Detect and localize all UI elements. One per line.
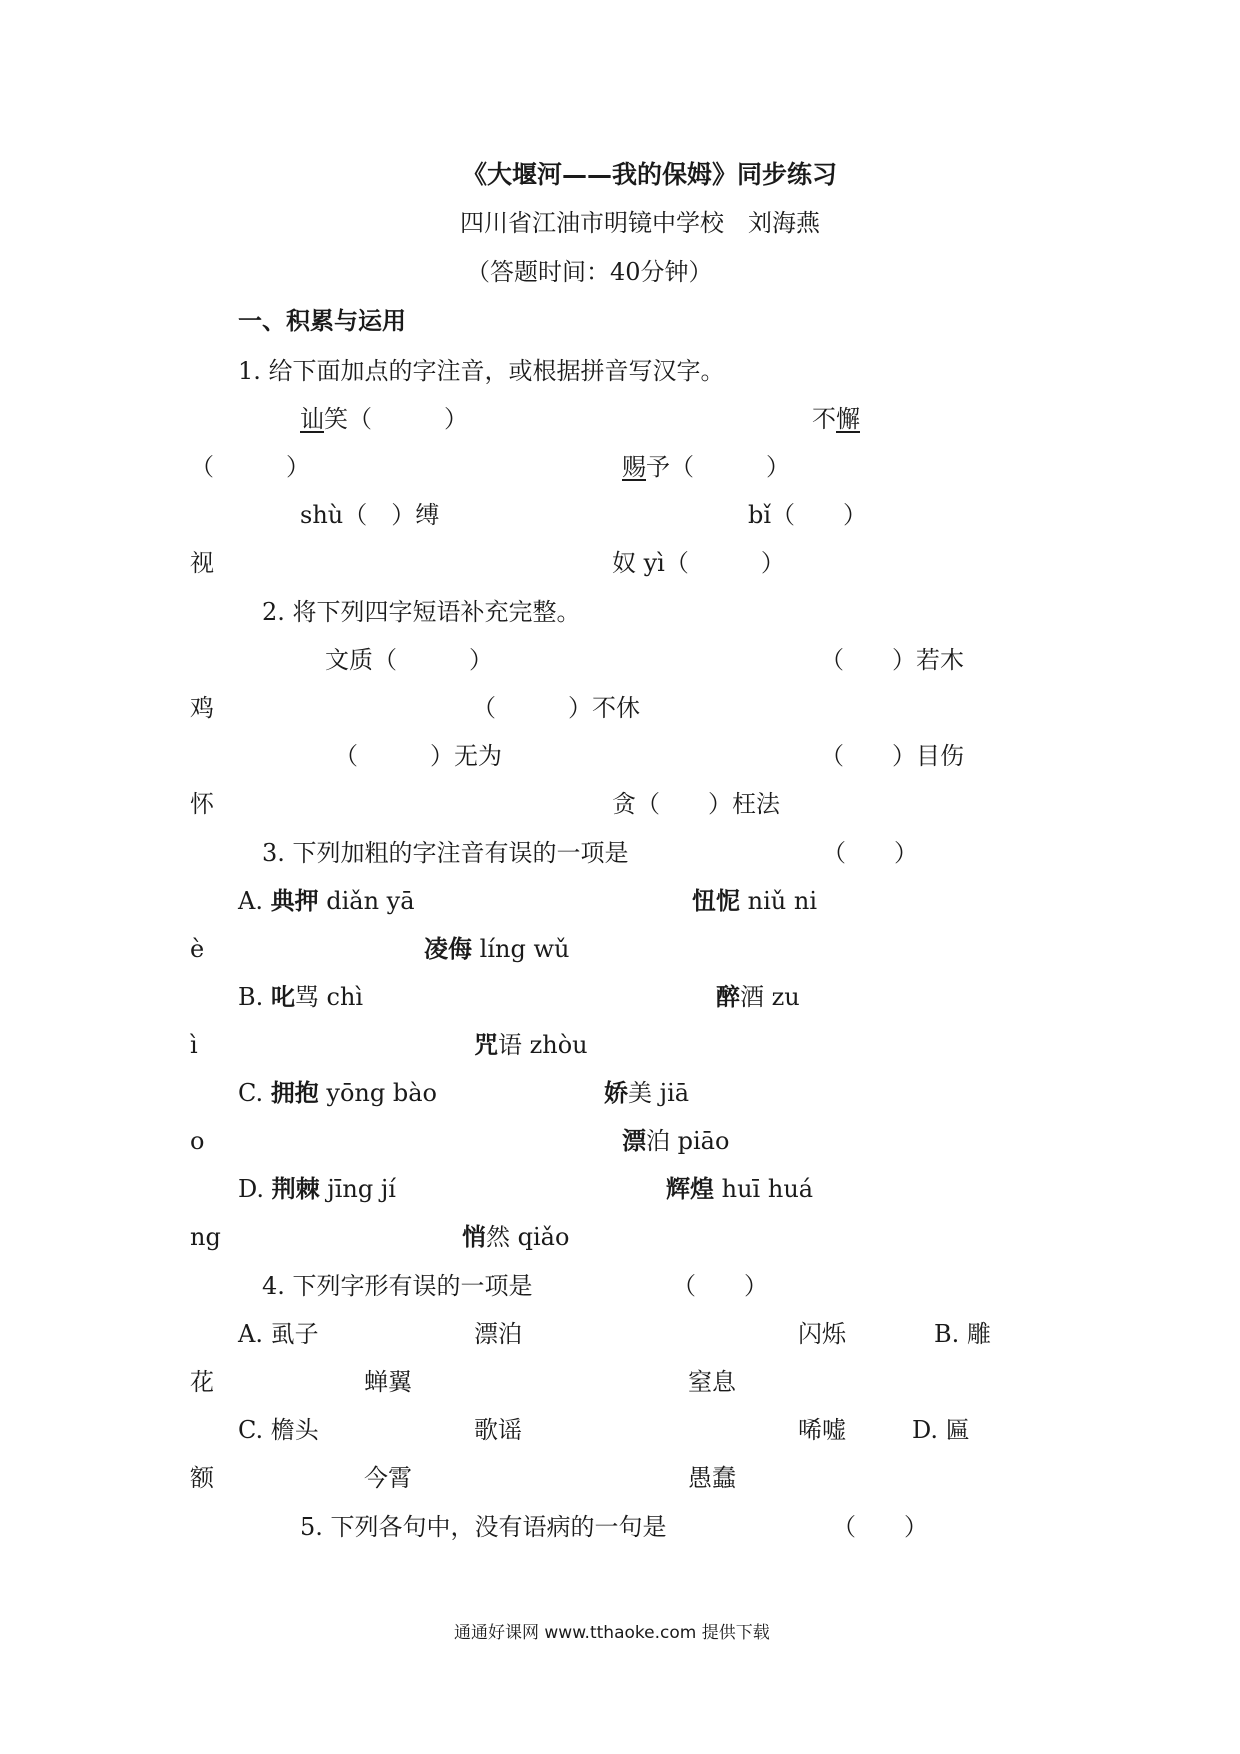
q5-answer-paren: （ ）	[832, 1513, 928, 1541]
q1-item-f: 奴 yì（ ）	[612, 549, 785, 577]
q3-option-b: B. 叱骂 chì	[238, 982, 364, 1011]
q1-item-e-cont: 视	[190, 549, 214, 577]
q3-option-c-3: 漂泊 piāo	[622, 1126, 730, 1155]
question-1-stem: 1. 给下面加点的字注音，或根据拼音写汉字。	[238, 357, 725, 385]
author-line: 四川省江油市明镜中学校 刘海燕	[460, 209, 820, 237]
question-3-stem: 3. 下列加粗的字注音有误的一项是	[262, 839, 629, 867]
q2-item-a: 文质（ ）	[325, 646, 493, 674]
q3-option-c: C. 拥抱 yōng bào	[238, 1078, 437, 1107]
q2-item-e: （ ）目伤	[820, 742, 964, 770]
question-4-stem: 4. 下列字形有误的一项是	[262, 1272, 533, 1300]
q4-option-a-2: 漂泊	[474, 1320, 522, 1348]
q3-option-d-2-cont: ng	[190, 1223, 221, 1251]
q4-option-c-3: 唏嘘	[798, 1416, 846, 1444]
q1-item-b: 不懈	[812, 405, 860, 433]
q1-item-c: 赐予（ ）	[622, 453, 790, 481]
q4-option-d-3: 愚蠢	[688, 1464, 736, 1492]
q4-option-c: C. 檐头	[238, 1416, 319, 1444]
q3-option-b-2: 醉酒 zu	[716, 982, 800, 1011]
q4-option-b-cont: 花	[190, 1368, 214, 1396]
q2-item-e-cont: 怀	[190, 790, 214, 818]
q1-item-a: 讪笑（ ）	[300, 405, 468, 433]
section-heading: 一、积累与运用	[238, 306, 406, 335]
q4-option-a: A. 虱子	[238, 1320, 319, 1348]
q3-option-a-2: 忸怩 niǔ ni	[692, 886, 817, 915]
q3-option-a-2-cont: è	[190, 935, 205, 963]
q3-option-d: D. 荆棘 jīng jí	[238, 1174, 396, 1203]
page-title: 《大堰河——我的保姆》同步练习	[462, 160, 838, 189]
footer-source: 通通好课网 www.tthaoke.com 提供下载	[454, 1623, 770, 1643]
q4-option-d: D. 匾	[912, 1416, 970, 1444]
q1-item-e: bǐ（ ）	[748, 501, 868, 529]
q4-option-a-3: 闪烁	[798, 1320, 846, 1348]
q1-item-b-paren: （ ）	[190, 453, 310, 481]
q3-option-a-3: 凌侮 líng wǔ	[424, 934, 570, 963]
q3-option-d-2: 辉煌 huī huá	[666, 1174, 814, 1203]
q3-option-b-3: 咒语 zhòu	[474, 1030, 588, 1059]
q3-option-d-3: 悄然 qiǎo	[462, 1222, 570, 1251]
q3-option-c-2-cont: o	[190, 1127, 205, 1155]
time-limit: （答题时间：40分钟）	[466, 258, 713, 286]
q4-option-d-2: 今霄	[364, 1464, 412, 1492]
q3-answer-paren: （ ）	[822, 839, 918, 867]
question-5-stem: 5. 下列各句中，没有语病的一句是	[300, 1513, 667, 1541]
q4-option-c-2: 歌谣	[474, 1416, 522, 1444]
q2-item-b-cont: 鸡	[190, 694, 214, 722]
question-2-stem: 2. 将下列四字短语补充完整。	[262, 598, 581, 626]
q3-option-c-2: 娇美 jiā	[604, 1078, 690, 1107]
q1-item-d: shù（ ）缚	[300, 501, 440, 529]
q4-option-b: B. 雕	[934, 1320, 991, 1348]
q4-option-b-3: 窒息	[688, 1368, 736, 1396]
q2-item-b: （ ）若木	[820, 646, 964, 674]
q4-option-b-2: 蝉翼	[364, 1368, 412, 1396]
q4-answer-paren: （ ）	[672, 1272, 768, 1300]
q4-option-d-cont: 额	[190, 1464, 214, 1492]
q2-item-c: （ ）不休	[472, 694, 640, 722]
q3-option-b-2-cont: ì	[190, 1031, 198, 1059]
q3-option-a: A. 典押 diǎn yā	[238, 886, 415, 915]
q2-item-f: 贪（ ）枉法	[612, 790, 780, 818]
q2-item-d: （ ）无为	[334, 742, 502, 770]
